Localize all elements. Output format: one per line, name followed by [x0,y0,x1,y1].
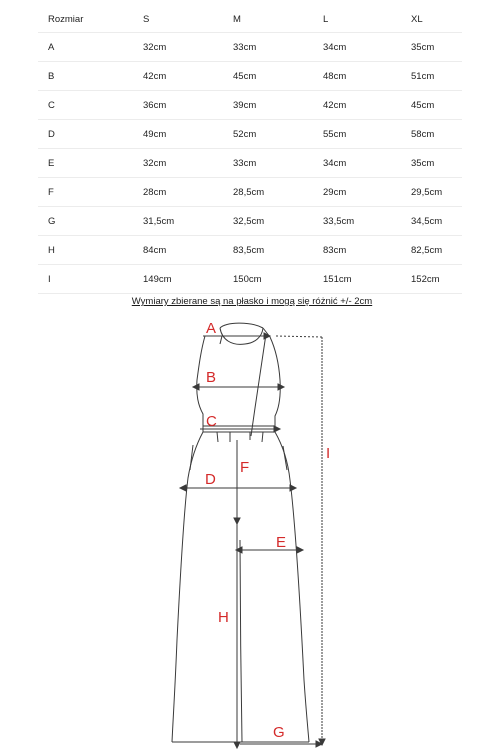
label-f: F [240,459,250,476]
table-header-row [38,6,462,33]
table-cell: 48cm [313,62,401,91]
measurement-lines [180,333,325,748]
table-cell: 33cm [223,33,313,62]
table-row [38,207,462,236]
row-label-cell: G [38,207,133,236]
header-cell: M [223,6,313,33]
table-cell: 34,5cm [401,207,462,236]
size-table [38,6,462,294]
label-a: A [206,320,217,337]
table-cell: 83cm [313,236,401,265]
measurement-note: Wymiary zbierane są na płasko i mogą się różnić +/- 2cm [131,296,373,307]
table-row [38,149,462,178]
table-cell: 33cm [223,149,313,178]
table-cell: 32cm [133,33,223,62]
label-h: H [218,609,229,626]
row-label-cell: H [38,236,133,265]
table-cell: 35cm [401,149,462,178]
table-cell: 36cm [133,91,223,120]
table-cell: 42cm [313,91,401,120]
table-cell: 28,5cm [223,178,313,207]
table-cell: 42cm [133,62,223,91]
table-row [38,33,462,62]
table-cell: 32,5cm [223,207,313,236]
table-cell: 29,5cm [401,178,462,207]
label-g: G [273,724,285,741]
table-cell: 49cm [133,120,223,149]
label-b: B [206,369,217,386]
table-row [38,62,462,91]
header-cell: L [313,6,401,33]
table-cell: 29cm [313,178,401,207]
table-cell: 84cm [133,236,223,265]
table-cell: 35cm [401,33,462,62]
table-row [38,178,462,207]
table-cell: 51cm [401,62,462,91]
table-row [38,236,462,265]
table-cell: 34cm [313,149,401,178]
header-cell: XL [401,6,462,33]
table-cell: 32cm [133,149,223,178]
table-cell: 152cm [401,265,462,294]
row-label-cell: F [38,178,133,207]
label-d: D [205,471,216,488]
row-label-cell: C [38,91,133,120]
table-body [38,33,462,294]
label-i: I [326,445,331,462]
label-c: C [206,413,217,430]
table-cell: 83,5cm [223,236,313,265]
label-e: E [276,534,287,551]
table-cell: 151cm [313,265,401,294]
table-cell: 45cm [401,91,462,120]
row-label-cell: B [38,62,133,91]
dress-outline [172,323,309,742]
measurement-labels [205,320,330,741]
table-cell: 39cm [223,91,313,120]
row-label-cell: A [38,33,133,62]
table-cell: 52cm [223,120,313,149]
header-cell: S [133,6,223,33]
table-cell: 149cm [133,265,223,294]
table-cell: 58cm [401,120,462,149]
table-cell: 28cm [133,178,223,207]
table-cell: 55cm [313,120,401,149]
table-row [38,91,462,120]
table-cell: 34cm [313,33,401,62]
table-cell: 45cm [223,62,313,91]
dress-measurement-diagram [0,310,504,756]
row-label-cell: D [38,120,133,149]
table-row [38,120,462,149]
table-cell: 82,5cm [401,236,462,265]
table-cell: 150cm [223,265,313,294]
table-cell: 31,5cm [133,207,223,236]
row-label-cell: E [38,149,133,178]
row-label-cell: I [38,265,133,294]
table-row [38,265,462,294]
header-cell: Rozmiar [38,6,133,33]
table-cell: 33,5cm [313,207,401,236]
